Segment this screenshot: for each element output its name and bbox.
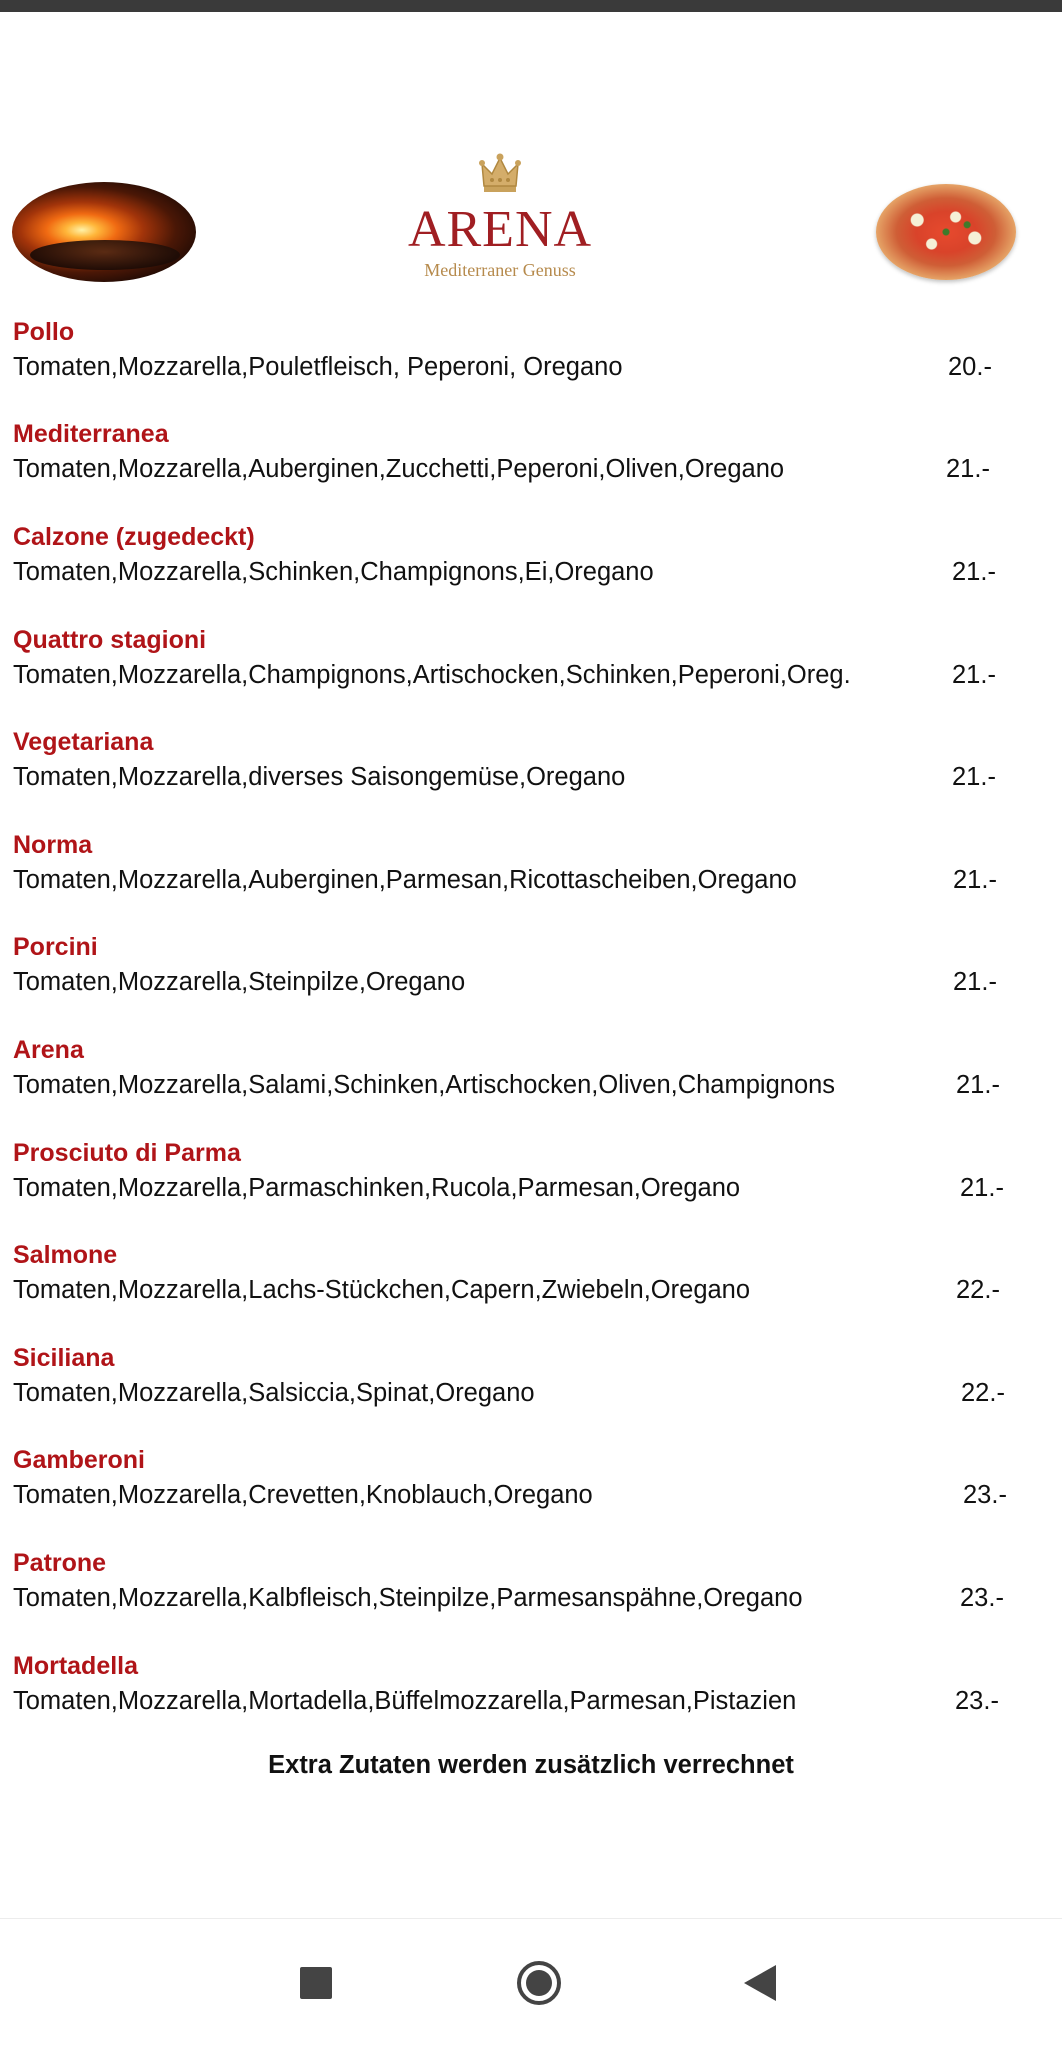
item-name: Arena [13,1036,84,1064]
recents-button[interactable] [284,1951,348,2015]
item-ingredients: Tomaten,Mozzarella,Salsiccia,Spinat,Oregano [13,1379,535,1407]
extra-ingredients-note: Extra Zutaten werden zusätzlich verrechnet [268,1751,794,1779]
item-name: Gamberoni [13,1446,145,1474]
menu-item [0,315,1062,405]
item-price: 22.- [956,1276,1000,1304]
item-name: Siciliana [13,1344,115,1372]
item-price: 21.- [953,968,997,996]
menu-item [0,1136,1062,1226]
crown-icon [476,150,524,196]
item-ingredients: Tomaten,Mozzarella,Auberginen,Parmesan,Ricottascheiben,Oregano [13,866,797,894]
menu-item [0,1546,1062,1636]
item-ingredients: Tomaten,Mozzarella,Steinpilze,Oregano [13,968,466,996]
menu-header [0,140,1062,290]
menu-item [0,1341,1062,1431]
item-price: 21.- [960,1174,1004,1202]
back-button[interactable] [728,1951,792,2015]
menu-item [0,623,1062,713]
item-price: 21.- [952,661,996,689]
pizza-photo [876,184,1016,280]
menu-item [0,1443,1062,1533]
item-ingredients: Tomaten,Mozzarella,Champignons,Artischocken,Schinken,Peperoni,Oreg. [13,661,851,689]
item-name: Mediterranea [13,420,169,448]
menu-item [0,417,1062,507]
item-ingredients: Tomaten,Mozzarella,Auberginen,Zucchetti,Peperoni,Oliven,Oregano [13,455,785,483]
oven-photo [12,182,196,282]
item-name: Porcini [13,933,98,961]
item-price: 23.- [955,1687,999,1715]
arena-logo [380,150,620,290]
item-name: Prosciuto di Parma [13,1139,241,1167]
system-navigation-bar [0,1918,1062,2048]
item-price: 23.- [960,1584,1004,1612]
item-price: 21.- [952,558,996,586]
item-ingredients: Tomaten,Mozzarella,Lachs-Stückchen,Capern,Zwiebeln,Oregano [13,1276,751,1304]
menu-item [0,520,1062,610]
item-ingredients: Tomaten,Mozzarella,Crevetten,Knoblauch,Oregano [13,1481,593,1509]
home-button[interactable] [507,1951,571,2015]
item-name: Norma [13,831,93,859]
item-name: Quattro stagioni [13,626,207,654]
item-price: 21.- [952,763,996,791]
item-ingredients: Tomaten,Mozzarella,Kalbfleisch,Steinpilze,Parmesanspähne,Oregano [13,1584,803,1612]
recents-icon [300,1967,332,1999]
item-ingredients: Tomaten,Mozzarella,diverses Saisongemüse,Oregano [13,763,626,791]
item-ingredients: Tomaten,Mozzarella,Pouletfleisch, Peperoni, Oregano [13,353,623,381]
item-name: Salmone [13,1241,118,1269]
item-price: 21.- [946,455,990,483]
item-name: Pollo [13,318,75,346]
item-name: Patrone [13,1549,107,1577]
back-icon [744,1965,776,2001]
logo-subtitle: Mediterraner Genuss [424,260,576,280]
item-price: 22.- [961,1379,1005,1407]
item-price: 21.- [956,1071,1000,1099]
menu-item [0,828,1062,918]
item-name: Vegetariana [13,728,154,756]
item-price: 21.- [953,866,997,894]
item-ingredients: Tomaten,Mozzarella,Salami,Schinken,Artischocken,Oliven,Champignons [13,1071,836,1099]
menu-item [0,725,1062,815]
item-price: 20.- [948,353,992,381]
item-price: 23.- [963,1481,1007,1509]
menu-item [0,1238,1062,1328]
menu-item [0,1649,1062,1739]
item-name: Mortadella [13,1652,139,1680]
item-name: Calzone (zugedeckt) [13,523,255,551]
status-bar [0,0,1062,12]
item-ingredients: Tomaten,Mozzarella,Mortadella,Büffelmozzarella,Parmesan,Pistazien [13,1687,797,1715]
item-ingredients: Tomaten,Mozzarella,Parmaschinken,Rucola,Parmesan,Oregano [13,1174,741,1202]
menu-item [0,1033,1062,1123]
home-icon [517,1961,561,2005]
menu-list [0,315,1062,1715]
logo-title: ARENA [407,201,593,258]
menu-item [0,930,1062,1020]
item-ingredients: Tomaten,Mozzarella,Schinken,Champignons,Ei,Oregano [13,558,654,586]
